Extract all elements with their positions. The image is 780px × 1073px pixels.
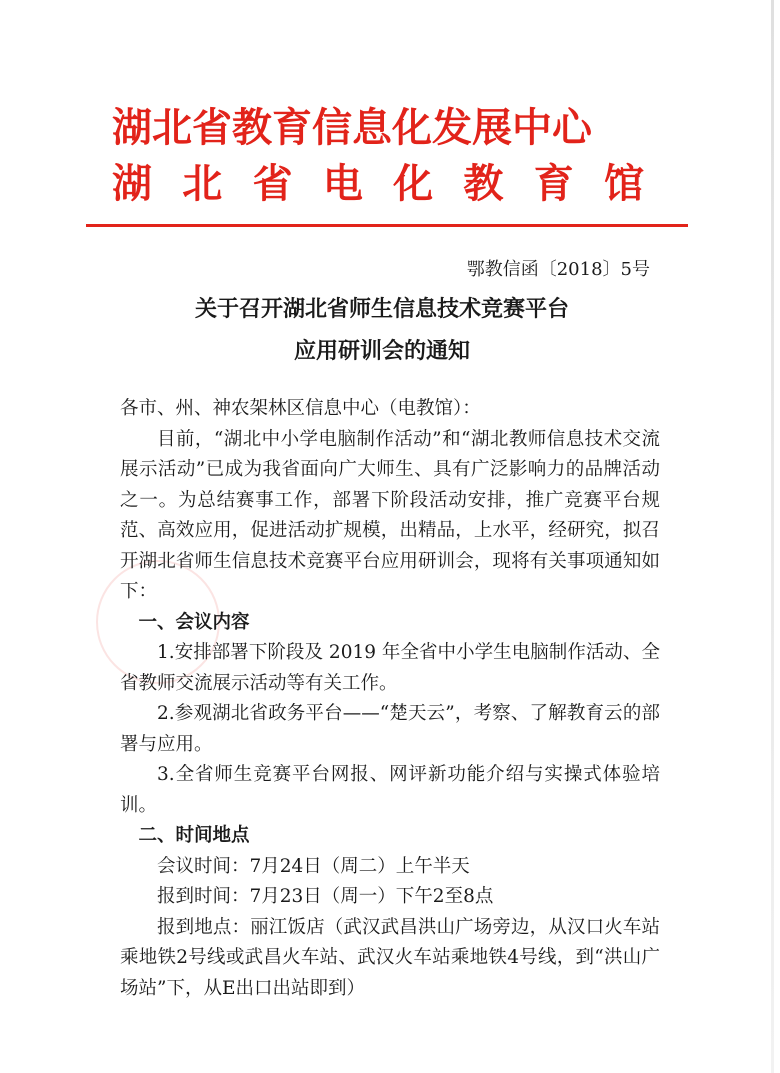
notice-title-line-2: 应用研训会的通知 <box>293 339 470 364</box>
issuer-char: 湖 <box>112 161 152 207</box>
intro-paragraph: 目前，“湖北中小学电脑制作活动”和“湖北教师信息技术交流展示活动”已成为我省面向广大师生、具有广泛影响力的品牌活动之一。为总结赛事工作，部署下阶段活动安排，推广竞赛平台规范、高效应用，促进活动扩规模，出精品，上水平，经研究，拟召开湖北省师生信息技术竞赛平台应用研训会，现将有关事项通知如下： <box>120 428 660 602</box>
notice-title-line-1: 关于召开湖北省师生信息技术竞赛平台 <box>194 297 569 322</box>
issuer-char: 电 <box>322 161 363 207</box>
issuer-char: 教 <box>463 161 504 207</box>
checkin-time: 报到时间：7月23日（周一）下午2至8点 <box>157 886 494 907</box>
issuer-char: 北 <box>182 161 223 207</box>
issuer-char: 馆 <box>603 161 644 207</box>
issuer-name-2 <box>112 160 644 208</box>
salutation: 各市、州、神农架林区信息中心（电教馆）： <box>120 398 481 419</box>
notice-body <box>120 394 660 1004</box>
list-item: 1.安排部署下阶段及 2019 年全省中小学生电脑制作活动、全省教师交流展示活动等有关工作。 <box>120 642 660 694</box>
list-item: 3.全省师生竞赛平台网报、网评新功能介绍与实操式体验培训。 <box>120 764 660 816</box>
issuer-char: 育 <box>533 161 574 207</box>
issuer-name-1: 湖北省教育信息化发展中心 <box>112 105 592 151</box>
issuer-char: 化 <box>393 161 434 207</box>
issuer-char: 省 <box>252 161 293 207</box>
section-heading: 一、会议内容 <box>138 611 250 633</box>
checkin-location: 报到地点：丽江饭店（武汉武昌洪山广场旁边，从汉口火车站乘地铁2号线或武昌火车站、武汉火车站乘地铁4号线，到“洪山广场站”下，从E出口出站即到） <box>120 916 660 999</box>
list-item: 2.参观湖北省政务平台——“楚天云”，考察、了解教育云的部署与应用。 <box>120 703 660 755</box>
red-divider <box>86 224 688 227</box>
scan-edge <box>771 0 774 1073</box>
meeting-time: 会议时间：7月24日（周二）上午半天 <box>157 855 470 877</box>
section-heading: 二、时间地点 <box>138 825 250 846</box>
document-number: 鄂教信函〔2018〕5号 <box>466 259 650 280</box>
